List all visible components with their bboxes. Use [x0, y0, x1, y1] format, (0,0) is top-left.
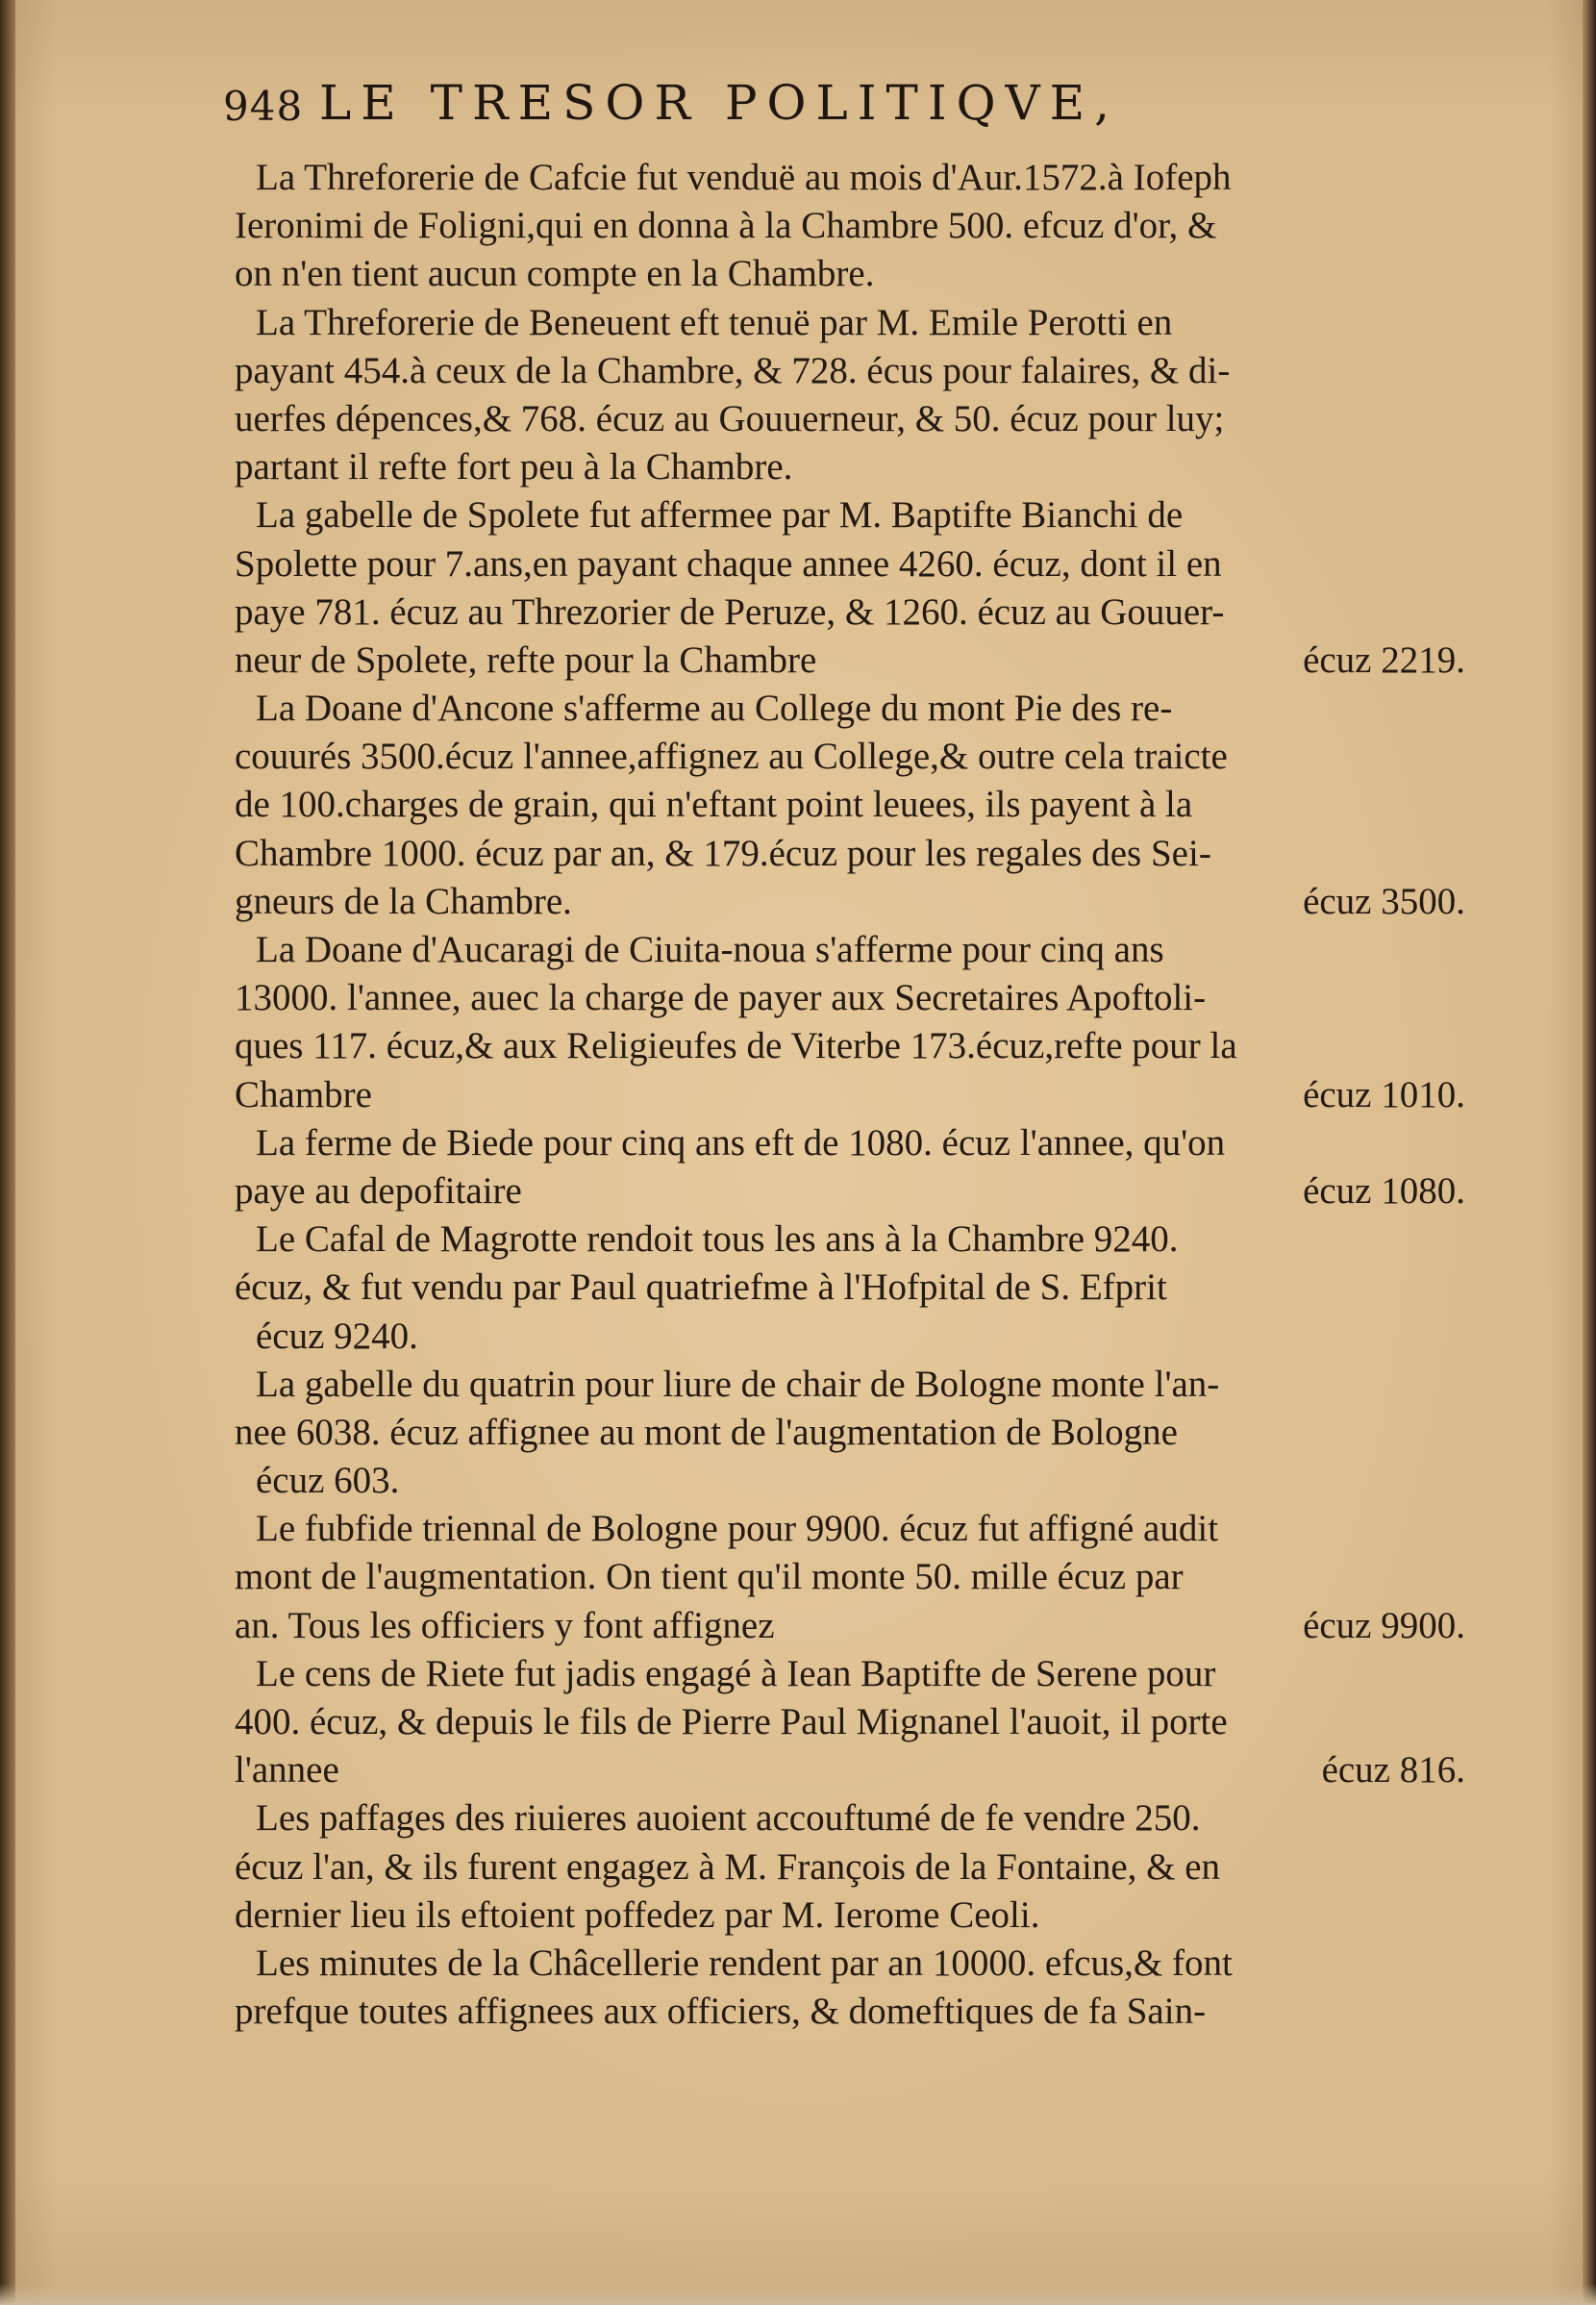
text-line	[235, 1940, 1484, 1988]
text-line	[235, 1843, 1484, 1892]
text-line	[235, 1892, 1484, 1940]
text-line	[235, 1119, 1484, 1167]
text-line	[235, 685, 1484, 733]
text-line	[235, 830, 1484, 878]
text-line	[235, 1167, 1484, 1215]
line-text: mont de l'augmentation. On tient qu'il monte 50. mille écuz par	[235, 1556, 1184, 1598]
text-line	[235, 202, 1484, 250]
text-line	[235, 540, 1484, 589]
line-text: uerfes dépences,& 768. écuz au Gouuerneur, & 50. écuz pour luy;	[235, 397, 1225, 439]
page-right-edge	[1583, 0, 1596, 2305]
line-text: Les paffages des riuieres auoient accouftumé de fe vendre 250.	[256, 1797, 1201, 1840]
line-text: La ferme de Biede pour cinq ans eft de 1080. écuz l'annee, qu'on	[256, 1121, 1226, 1164]
text-line	[235, 1264, 1484, 1312]
line-text: nee 6038. écuz affignee au mont de l'augmentation de Bologne	[235, 1411, 1178, 1453]
line-text: Spolette pour 7.ans,en payant chaque annee 4260. écuz, dont il en	[235, 542, 1222, 585]
line-text: La Doane d'Aucaragi de Ciuita-noua s'afferme pour cinq ans	[256, 929, 1164, 970]
text-line	[235, 926, 1484, 974]
line-text: Chambre 1000. écuz par an, & 179.écuz pour les regales des Sei-	[235, 832, 1211, 874]
line-text: Le fubfide triennal de Bologne pour 9900. écuz fut affigné audit	[256, 1508, 1219, 1550]
text-line	[235, 1409, 1484, 1457]
text-line	[235, 1988, 1484, 2036]
line-text: écuz 603.	[256, 1460, 400, 1502]
text-line	[235, 1746, 1484, 1794]
text-line	[235, 733, 1484, 781]
line-amount: écuz 3500.	[1303, 880, 1465, 922]
line-text: La Doane d'Ancone s'afferme au College du mont Pie des re-	[256, 688, 1173, 730]
line-text: La gabelle de Spolete fut affermee par M. Baptifte Bianchi de	[256, 494, 1184, 537]
line-text: partant il refte fort peu à la Chambre.	[235, 446, 793, 489]
line-text: paye au depofitaire	[235, 1169, 522, 1212]
line-text: 400. écuz, & depuis le fils de Pierre Paul Mignanel l'auoit, il porte	[235, 1701, 1228, 1742]
line-text: écuz 9240.	[256, 1315, 418, 1357]
line-amount: écuz 1010.	[1303, 1073, 1465, 1115]
line-text: neur de Spolete, refte pour la Chambre	[235, 639, 817, 681]
line-text: couurés 3500.écuz l'annee,affignez au College,& outre cela traicte	[235, 736, 1228, 778]
text-line	[235, 878, 1484, 926]
text-line	[235, 1553, 1484, 1601]
text-line	[235, 1313, 1484, 1361]
text-line	[235, 154, 1484, 202]
text-line	[235, 781, 1484, 829]
line-text: dernier lieu ils eftoient poffedez par M. Ierome Ceoli.	[235, 1893, 1040, 1936]
text-line	[235, 1650, 1484, 1698]
line-text: Le cens de Riete fut jadis engagé à Iean Baptifte de Serene pour	[256, 1652, 1216, 1694]
text-line	[235, 1071, 1484, 1119]
text-line	[235, 1602, 1484, 1650]
text-line	[235, 347, 1484, 395]
line-text: gneurs de la Chambre.	[235, 880, 572, 922]
line-amount: écuz 9900.	[1303, 1604, 1465, 1646]
page-number: 948	[223, 83, 304, 130]
line-amount: écuz 2219.	[1303, 639, 1465, 681]
text-line	[235, 637, 1484, 685]
line-text: prefque toutes affignees aux officiers, & domeftiques de fa Sain-	[235, 1991, 1207, 2033]
body-text	[235, 154, 1484, 2036]
line-amount: écuz 1080.	[1303, 1169, 1465, 1212]
line-text: La Threforerie de Cafcie fut venduë au mois d'Aur.1572.à Iofeph	[256, 157, 1232, 198]
line-text: an. Tous les officiers y font affignez	[235, 1604, 775, 1646]
line-text: paye 781. écuz au Threzorier de Peruze, & 1260. écuz au Gouuer-	[235, 590, 1225, 633]
text-line	[235, 1215, 1484, 1264]
text-line	[235, 299, 1484, 347]
line-text: écuz, & fut vendu par Paul quatriefme à l'Hofpital de S. Efprit	[235, 1266, 1167, 1309]
text-line	[235, 395, 1484, 443]
line-text: Les minutes de la Châcellerie rendent par an 10000. efcus,& font	[256, 1942, 1233, 1984]
line-text: 13000. l'annee, auec la charge de payer aux Secretaires Apoftoli-	[235, 977, 1207, 1019]
line-text: Chambre	[235, 1073, 372, 1115]
line-text: de 100.charges de grain, qui n'eftant point leuees, ils payent à la	[235, 784, 1193, 826]
line-text: La gabelle du quatrin pour liure de chair de Bologne monte l'an-	[256, 1363, 1220, 1405]
running-head: LE TRESOR POLITIQVE,	[319, 75, 1120, 131]
line-text: écuz l'an, & ils furent engagez à M. François de la Fontaine, & en	[235, 1845, 1221, 1888]
text-line	[235, 1457, 1484, 1505]
text-line	[235, 1505, 1484, 1553]
text-line	[235, 443, 1484, 491]
text-line	[235, 250, 1484, 298]
line-text: Le Cafal de Magrotte rendoit tous les ans à la Chambre 9240.	[256, 1218, 1179, 1261]
text-line	[235, 1022, 1484, 1070]
line-text: La Threforerie de Beneuent eft tenuë par M. Emile Perotti en	[256, 301, 1173, 343]
text-line	[235, 974, 1484, 1022]
text-line	[235, 491, 1484, 539]
line-text: l'annee	[235, 1749, 339, 1791]
page-left-edge	[0, 0, 15, 2305]
line-text: ques 117. écuz,& aux Religieufes de Viterbe 173.écuz,refte pour la	[235, 1025, 1237, 1067]
line-text: payant 454.à ceux de la Chambre, & 728. écus pour falaires, & di-	[235, 349, 1231, 391]
text-line	[235, 1698, 1484, 1746]
page-bottom-band	[0, 2284, 1596, 2305]
text-line	[235, 1361, 1484, 1409]
text-line	[235, 1794, 1484, 1842]
line-text: on n'en tient aucun compte en la Chambre.	[235, 253, 875, 295]
line-text: Ieronimi de Foligni,qui en donna à la Chambre 500. efcuz d'or, &	[235, 205, 1217, 247]
text-line	[235, 589, 1484, 637]
line-amount: écuz 816.	[1321, 1749, 1465, 1791]
page-header	[223, 75, 1511, 142]
